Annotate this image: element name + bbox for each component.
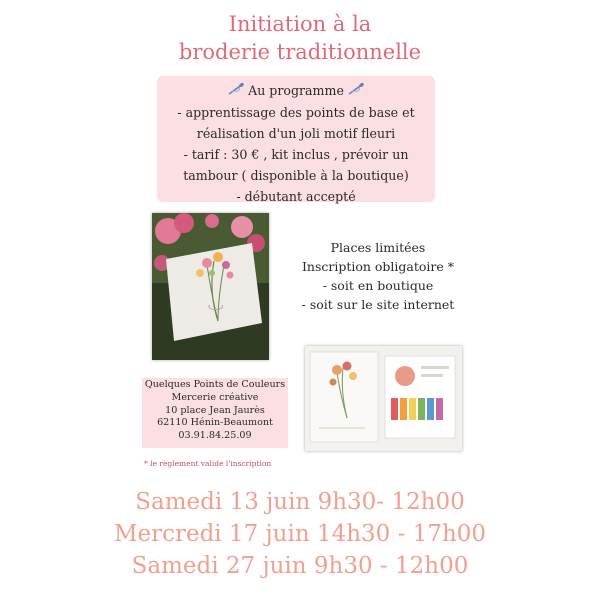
program-box xyxy=(157,76,435,202)
program-heading: Au programme xyxy=(248,83,344,98)
program-line: - débutant accepté xyxy=(236,189,356,204)
embroidered-cushion-photo xyxy=(152,213,269,360)
program-heading-row xyxy=(157,80,435,102)
shop-type: Mercerie créative xyxy=(171,391,259,403)
shop-phone: 03.91.84.25.09 xyxy=(178,430,252,442)
registration-info xyxy=(268,238,488,314)
session-date: Samedi 13 juin 9h30- 12h00 xyxy=(135,489,465,515)
embroidery-kit-photo xyxy=(305,346,462,451)
needle-thread-icon xyxy=(347,81,365,102)
shop-street: 10 place Jean Jaurès xyxy=(165,404,265,416)
title-line-2: broderie traditionnelle xyxy=(178,40,422,64)
program-line: - tarif : 30 € , kit inclus , prévoir un xyxy=(183,147,409,162)
shop-name: Quelques Points de Couleurs xyxy=(144,379,286,390)
title-line-1: Initiation à la xyxy=(228,12,372,36)
program-line: tambour ( disponible à la boutique) xyxy=(183,168,409,183)
registration-line: Inscription obligatoire * xyxy=(301,259,455,274)
registration-line: - soit sur le site internet xyxy=(301,297,455,312)
shop-address-box xyxy=(142,378,288,448)
program-line: - apprentissage des points de base et xyxy=(177,105,415,120)
session-date: Samedi 27 juin 9h30 - 12h00 xyxy=(131,553,469,579)
payment-note: * le règlement valide l'inscription xyxy=(144,459,272,468)
shop-city: 62110 Hénin-Beaumont xyxy=(157,417,273,429)
program-line: réalisation d'un joli motif fleuri xyxy=(196,126,396,141)
session-date: Mercredi 17 juin 14h30 - 17h00 xyxy=(113,521,487,547)
registration-line: - soit en boutique xyxy=(322,278,434,293)
registration-line: Places limitées xyxy=(330,240,426,255)
needle-thread-icon xyxy=(227,81,245,102)
